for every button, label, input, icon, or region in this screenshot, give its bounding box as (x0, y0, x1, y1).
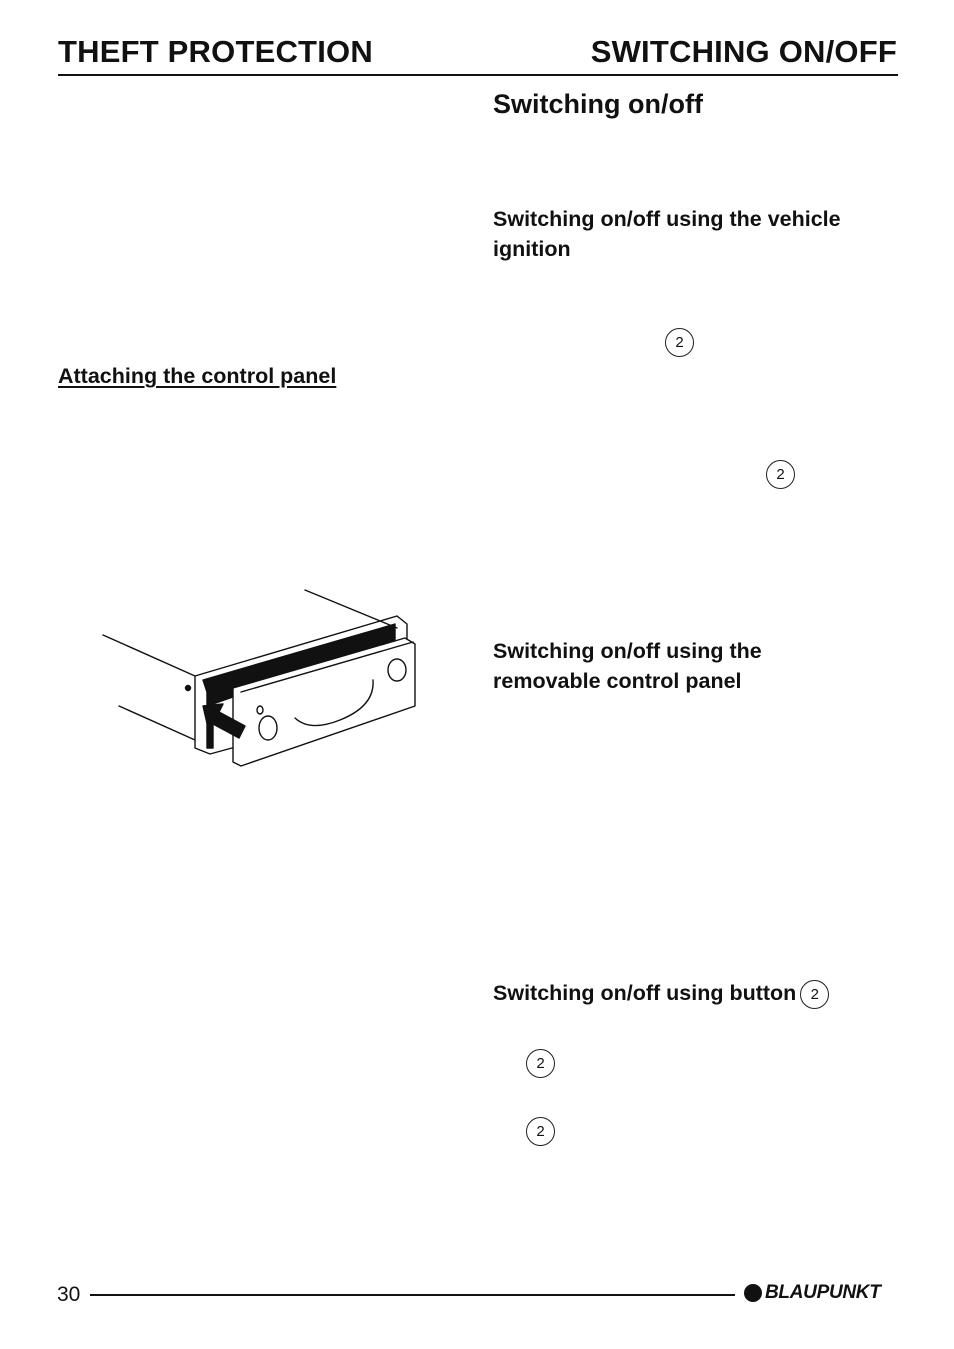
switching-heading: Switching on/off (493, 89, 703, 119)
footer-rule (90, 1294, 735, 1296)
brand-dot-icon (744, 1284, 762, 1302)
button-2-reference: 2 (526, 1117, 555, 1146)
chassis-screw (186, 686, 191, 691)
button-2-reference: 2 (800, 980, 829, 1009)
brand-name: BLAUPUNKT (765, 1282, 881, 1303)
button-2-reference: 2 (526, 1049, 555, 1078)
attaching-heading: Attaching the control panel (58, 364, 337, 388)
chassis-bottom-line (119, 706, 195, 740)
control-panel-illustration (95, 580, 425, 775)
button-2-reference: 2 (766, 460, 795, 489)
button-2-reference: 2 (665, 328, 694, 357)
page-number: 30 (57, 1283, 81, 1306)
left-page-title: THEFT PROTECTION (58, 34, 373, 69)
chassis-top-line (103, 635, 195, 676)
button-subheading (493, 978, 829, 1009)
header-rule (58, 74, 898, 76)
ignition-subheading: Switching on/off using the vehicle ignition (493, 207, 841, 261)
control-panel-subheading: Switching on/off using the removable control panel (493, 639, 762, 693)
button-subheading-text: Switching on/off using button (493, 981, 797, 1005)
right-page-title: SWITCHING ON/OFF (590, 34, 897, 69)
brand-logo (744, 1282, 881, 1304)
chassis-back-line (305, 590, 397, 628)
